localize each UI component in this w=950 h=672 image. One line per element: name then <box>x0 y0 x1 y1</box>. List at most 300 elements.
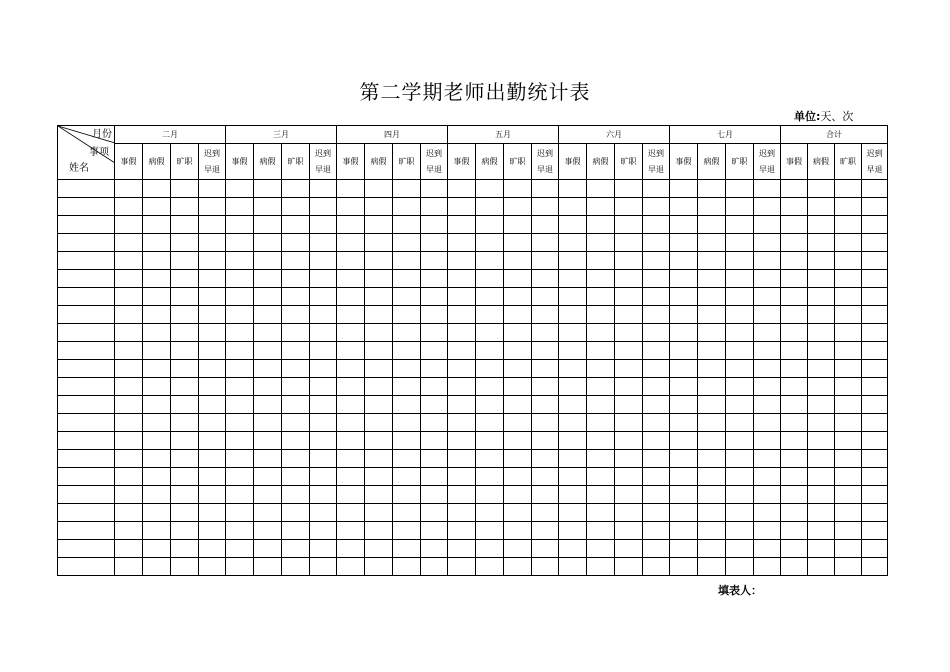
data-cell <box>559 270 587 288</box>
data-cell <box>862 414 888 432</box>
data-cell <box>448 180 476 198</box>
data-cell <box>337 540 365 558</box>
data-cell <box>862 216 888 234</box>
data-cell <box>754 180 781 198</box>
data-cell <box>532 396 559 414</box>
data-cell <box>282 306 310 324</box>
data-cell <box>254 558 282 576</box>
data-cell <box>726 342 754 360</box>
data-cell <box>726 288 754 306</box>
data-cell <box>670 486 698 504</box>
data-cell <box>835 180 862 198</box>
data-cell <box>532 324 559 342</box>
data-cell <box>448 450 476 468</box>
data-cell <box>862 270 888 288</box>
data-cell <box>587 504 615 522</box>
data-cell <box>448 324 476 342</box>
data-cell <box>726 414 754 432</box>
data-cell <box>835 378 862 396</box>
data-cell <box>476 324 504 342</box>
name-cell <box>58 396 115 414</box>
data-cell <box>587 396 615 414</box>
data-cell <box>615 396 643 414</box>
data-cell <box>835 504 862 522</box>
data-cell <box>448 558 476 576</box>
data-cell <box>254 234 282 252</box>
data-cell <box>421 216 448 234</box>
data-cell <box>365 306 393 324</box>
data-cell <box>726 306 754 324</box>
data-cell <box>835 558 862 576</box>
data-cell <box>587 486 615 504</box>
name-cell <box>58 180 115 198</box>
data-cell <box>365 414 393 432</box>
data-cell <box>226 234 254 252</box>
data-cell <box>476 198 504 216</box>
data-cell <box>670 306 698 324</box>
data-cell <box>559 288 587 306</box>
data-cell <box>310 486 337 504</box>
data-cell <box>808 360 835 378</box>
subcolumn-header: 旷职 <box>171 144 199 180</box>
name-cell <box>58 414 115 432</box>
data-cell <box>754 522 781 540</box>
data-cell <box>615 540 643 558</box>
data-cell <box>143 432 171 450</box>
subcolumn-header-line: 早退 <box>537 164 553 174</box>
data-cell <box>670 558 698 576</box>
data-cell <box>365 504 393 522</box>
table-row <box>58 234 888 252</box>
data-cell <box>643 234 670 252</box>
data-cell <box>643 378 670 396</box>
data-cell <box>337 288 365 306</box>
subcolumn-header <box>421 144 448 180</box>
data-cell <box>643 540 670 558</box>
data-cell <box>171 234 199 252</box>
subcolumn-header: 事假 <box>226 144 254 180</box>
data-cell <box>808 306 835 324</box>
subcolumn-header-line: 迟到 <box>759 148 775 158</box>
data-cell <box>698 378 726 396</box>
data-cell <box>365 486 393 504</box>
data-cell <box>226 468 254 486</box>
data-cell <box>835 324 862 342</box>
data-cell <box>835 306 862 324</box>
data-cell <box>532 558 559 576</box>
data-cell <box>310 558 337 576</box>
data-cell <box>448 216 476 234</box>
data-cell <box>365 558 393 576</box>
data-cell <box>808 234 835 252</box>
data-cell <box>670 396 698 414</box>
data-cell <box>282 558 310 576</box>
data-cell <box>337 432 365 450</box>
data-cell <box>254 468 282 486</box>
data-cell <box>670 180 698 198</box>
data-cell <box>393 414 421 432</box>
data-cell <box>171 468 199 486</box>
data-cell <box>781 288 808 306</box>
data-cell <box>282 216 310 234</box>
data-cell <box>143 558 171 576</box>
name-cell <box>58 198 115 216</box>
data-cell <box>670 342 698 360</box>
data-cell <box>199 486 226 504</box>
data-cell <box>559 432 587 450</box>
data-cell <box>559 468 587 486</box>
data-cell <box>199 522 226 540</box>
data-cell <box>781 504 808 522</box>
data-cell <box>643 396 670 414</box>
data-cell <box>393 432 421 450</box>
data-cell <box>337 414 365 432</box>
data-cell <box>476 396 504 414</box>
name-cell <box>58 360 115 378</box>
data-cell <box>587 234 615 252</box>
table-row <box>58 180 888 198</box>
subcolumn-header: 事假 <box>781 144 808 180</box>
data-cell <box>862 558 888 576</box>
data-cell <box>254 180 282 198</box>
table-row <box>58 414 888 432</box>
data-cell <box>532 432 559 450</box>
month-header-6: 七月 <box>670 126 781 144</box>
data-cell <box>726 270 754 288</box>
data-cell <box>254 216 282 234</box>
table-row <box>58 288 888 306</box>
data-cell <box>421 198 448 216</box>
data-cell <box>754 198 781 216</box>
data-cell <box>504 468 532 486</box>
data-cell <box>171 288 199 306</box>
data-cell <box>143 414 171 432</box>
data-cell <box>254 504 282 522</box>
data-cell <box>254 306 282 324</box>
name-cell <box>58 252 115 270</box>
name-cell <box>58 558 115 576</box>
name-cell <box>58 468 115 486</box>
data-cell <box>143 216 171 234</box>
data-cell <box>726 324 754 342</box>
data-cell <box>781 396 808 414</box>
data-cell <box>199 414 226 432</box>
name-cell <box>58 234 115 252</box>
data-cell <box>448 396 476 414</box>
data-cell <box>781 234 808 252</box>
data-cell <box>115 234 143 252</box>
data-cell <box>226 306 254 324</box>
data-cell <box>781 558 808 576</box>
data-cell <box>726 558 754 576</box>
data-cell <box>726 540 754 558</box>
subcolumn-header <box>862 144 888 180</box>
data-cell <box>726 198 754 216</box>
data-cell <box>643 180 670 198</box>
name-cell <box>58 540 115 558</box>
data-cell <box>532 198 559 216</box>
name-cell <box>58 378 115 396</box>
data-cell <box>282 324 310 342</box>
data-cell <box>615 234 643 252</box>
data-cell <box>365 432 393 450</box>
data-cell <box>421 522 448 540</box>
data-cell <box>587 558 615 576</box>
data-cell <box>781 522 808 540</box>
data-cell <box>199 432 226 450</box>
data-cell <box>532 252 559 270</box>
data-cell <box>504 288 532 306</box>
data-cell <box>643 450 670 468</box>
data-cell <box>698 432 726 450</box>
corner-header-cell <box>58 126 115 180</box>
data-cell <box>226 414 254 432</box>
data-cell <box>226 432 254 450</box>
data-cell <box>254 486 282 504</box>
month-header-1: 二月 <box>115 126 226 144</box>
data-cell <box>532 450 559 468</box>
data-cell <box>504 252 532 270</box>
data-cell <box>199 504 226 522</box>
data-cell <box>643 558 670 576</box>
data-cell <box>726 378 754 396</box>
data-cell <box>643 306 670 324</box>
subcolumn-header-line: 早退 <box>204 164 220 174</box>
data-cell <box>808 486 835 504</box>
data-cell <box>199 306 226 324</box>
data-cell <box>726 216 754 234</box>
data-cell <box>171 216 199 234</box>
data-cell <box>670 504 698 522</box>
data-cell <box>808 198 835 216</box>
data-cell <box>615 288 643 306</box>
data-cell <box>115 378 143 396</box>
data-cell <box>337 306 365 324</box>
data-cell <box>808 180 835 198</box>
data-cell <box>808 252 835 270</box>
subcolumn-header: 事假 <box>670 144 698 180</box>
data-cell <box>171 558 199 576</box>
data-cell <box>615 432 643 450</box>
data-cell <box>421 486 448 504</box>
data-cell <box>670 432 698 450</box>
name-cell <box>58 306 115 324</box>
data-cell <box>698 270 726 288</box>
data-cell <box>310 270 337 288</box>
table-row <box>58 522 888 540</box>
data-cell <box>448 414 476 432</box>
data-cell <box>532 414 559 432</box>
subcolumn-header: 事假 <box>115 144 143 180</box>
name-cell <box>58 522 115 540</box>
data-cell <box>835 432 862 450</box>
data-cell <box>726 486 754 504</box>
data-cell <box>698 504 726 522</box>
data-cell <box>448 468 476 486</box>
data-cell <box>365 468 393 486</box>
data-cell <box>448 198 476 216</box>
data-cell <box>504 450 532 468</box>
data-cell <box>115 540 143 558</box>
data-cell <box>337 252 365 270</box>
data-cell <box>254 324 282 342</box>
data-cell <box>393 306 421 324</box>
subcolumn-header-line: 迟到 <box>426 148 442 158</box>
data-cell <box>587 468 615 486</box>
data-cell <box>421 414 448 432</box>
data-cell <box>476 414 504 432</box>
data-cell <box>254 414 282 432</box>
data-cell <box>643 360 670 378</box>
subcolumn-header: 事假 <box>559 144 587 180</box>
data-cell <box>226 270 254 288</box>
table-row <box>58 396 888 414</box>
data-cell <box>808 414 835 432</box>
data-cell <box>199 234 226 252</box>
data-cell <box>226 450 254 468</box>
data-cell <box>226 522 254 540</box>
data-cell <box>226 252 254 270</box>
data-cell <box>199 450 226 468</box>
data-cell <box>559 306 587 324</box>
data-cell <box>393 216 421 234</box>
data-cell <box>199 216 226 234</box>
data-cell <box>254 288 282 306</box>
data-cell <box>171 360 199 378</box>
data-cell <box>448 486 476 504</box>
data-cell <box>254 396 282 414</box>
data-cell <box>448 540 476 558</box>
data-cell <box>199 360 226 378</box>
data-cell <box>587 432 615 450</box>
data-cell <box>337 450 365 468</box>
data-cell <box>226 360 254 378</box>
data-cell <box>862 198 888 216</box>
data-cell <box>476 270 504 288</box>
data-cell <box>365 288 393 306</box>
data-cell <box>559 324 587 342</box>
data-cell <box>670 234 698 252</box>
data-cell <box>199 396 226 414</box>
data-cell <box>504 504 532 522</box>
subcolumn-header: 病假 <box>143 144 171 180</box>
data-cell <box>365 198 393 216</box>
data-cell <box>393 450 421 468</box>
data-cell <box>808 432 835 450</box>
data-cell <box>476 504 504 522</box>
data-cell <box>310 234 337 252</box>
data-cell <box>698 234 726 252</box>
data-cell <box>143 180 171 198</box>
data-cell <box>835 252 862 270</box>
name-cell <box>58 288 115 306</box>
data-cell <box>476 468 504 486</box>
data-cell <box>199 324 226 342</box>
data-cell <box>835 342 862 360</box>
data-cell <box>835 522 862 540</box>
data-cell <box>226 504 254 522</box>
data-cell <box>143 306 171 324</box>
subcolumn-header: 旷职 <box>835 144 862 180</box>
data-cell <box>781 306 808 324</box>
data-cell <box>393 342 421 360</box>
data-cell <box>421 324 448 342</box>
name-cell <box>58 450 115 468</box>
data-cell <box>282 414 310 432</box>
data-cell <box>365 342 393 360</box>
data-cell <box>726 468 754 486</box>
data-cell <box>310 468 337 486</box>
data-cell <box>143 234 171 252</box>
data-cell <box>781 180 808 198</box>
data-cell <box>143 270 171 288</box>
data-cell <box>587 198 615 216</box>
table-row <box>58 504 888 522</box>
data-cell <box>421 234 448 252</box>
data-cell <box>310 540 337 558</box>
data-cell <box>143 288 171 306</box>
data-cell <box>587 306 615 324</box>
data-cell <box>448 504 476 522</box>
data-cell <box>310 396 337 414</box>
data-cell <box>835 540 862 558</box>
data-cell <box>393 504 421 522</box>
table-row <box>58 306 888 324</box>
data-cell <box>532 504 559 522</box>
data-cell <box>421 342 448 360</box>
data-cell <box>115 270 143 288</box>
data-cell <box>115 450 143 468</box>
data-cell <box>143 378 171 396</box>
data-cell <box>808 540 835 558</box>
data-cell <box>835 396 862 414</box>
data-cell <box>559 378 587 396</box>
data-cell <box>643 342 670 360</box>
subcolumn-header: 病假 <box>808 144 835 180</box>
table-row <box>58 558 888 576</box>
data-cell <box>421 378 448 396</box>
data-cell <box>115 396 143 414</box>
data-cell <box>448 234 476 252</box>
data-cell <box>310 180 337 198</box>
data-cell <box>532 378 559 396</box>
data-cell <box>476 360 504 378</box>
data-cell <box>835 234 862 252</box>
data-cell <box>726 252 754 270</box>
data-cell <box>587 342 615 360</box>
data-cell <box>615 342 643 360</box>
data-cell <box>615 504 643 522</box>
data-cell <box>143 360 171 378</box>
data-cell <box>421 504 448 522</box>
data-cell <box>504 306 532 324</box>
data-cell <box>393 252 421 270</box>
data-cell <box>670 468 698 486</box>
data-cell <box>310 378 337 396</box>
data-cell <box>337 198 365 216</box>
data-cell <box>421 450 448 468</box>
data-cell <box>476 450 504 468</box>
data-cell <box>532 540 559 558</box>
data-cell <box>862 180 888 198</box>
data-cell <box>254 198 282 216</box>
data-cell <box>698 486 726 504</box>
subcolumn-header <box>199 144 226 180</box>
data-cell <box>115 180 143 198</box>
data-cell <box>754 306 781 324</box>
data-cell <box>337 180 365 198</box>
data-cell <box>199 342 226 360</box>
